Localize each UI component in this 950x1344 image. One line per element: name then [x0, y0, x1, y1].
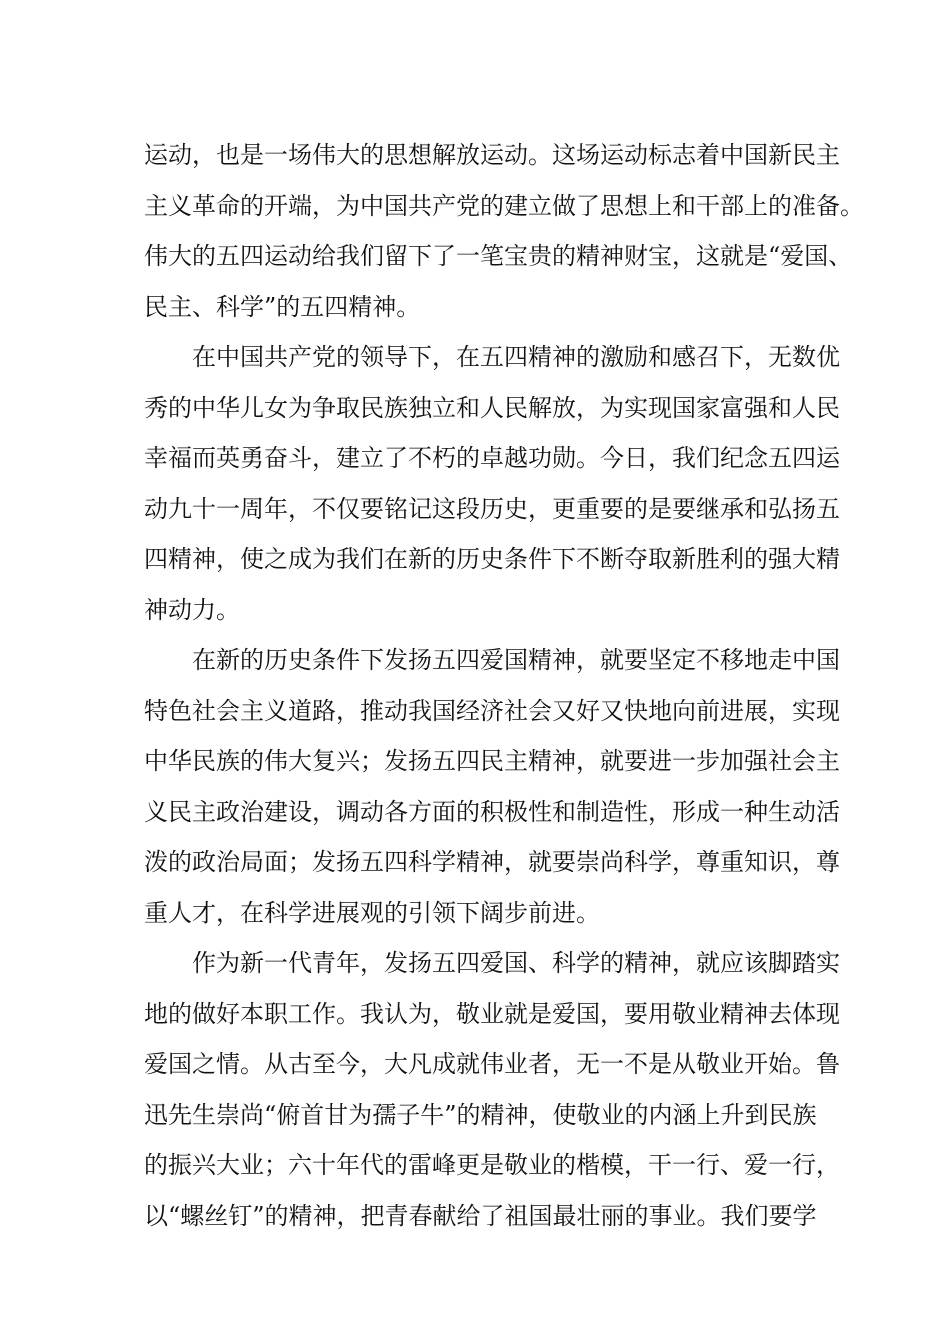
text-line: 神动力。: [144, 595, 240, 624]
text-line: 民主、科学”的五四精神。: [144, 292, 421, 321]
text-line: 中华民族的伟大复兴；发扬五四民主精神，就要进一步加强社会主: [144, 747, 840, 775]
document-body: [144, 130, 864, 1241]
text-line: 以“螺丝钉”的精神，把青春献给了祖国最壮丽的事业。我们要学: [144, 1201, 817, 1230]
text-line: 运动，也是一场伟大的思想解放运动。这场运动标志着中国新民主: [144, 141, 840, 169]
text-line: 重人才，在科学进展观的引领下阔步前进。: [144, 898, 600, 927]
text-line: 特色社会主义道路，推动我国经济社会又好又快地向前进展，实现: [144, 696, 840, 725]
text-line: 义民主政治建设，调动各方面的积极性和制造性，形成一种生动活: [144, 797, 840, 826]
text-line: 泼的政治局面；发扬五四科学精神，就要崇尚科学，尊重知识，尊: [144, 848, 840, 876]
text-line: 动九十一周年，不仅要铭记这段历史，更重要的是要继承和弘扬五: [144, 494, 840, 523]
text-line: 主义革命的开端，为中国共产党的建立做了思想上和干部上的准备。: [144, 191, 864, 220]
text-line: 伟大的五四运动给我们留下了一笔宝贵的精神财宝，这就是“爱国、: [144, 242, 853, 270]
paragraph-first-line: 在新的历史条件下发扬五四爱国精神，就要坚定不移地走中国: [192, 646, 840, 674]
text-line: 迅先生崇尚“俯首甘为孺子牛”的精神，使敬业的内涵上升到民族: [144, 1100, 817, 1129]
text-line: 幸福而英勇奋斗，建立了不朽的卓越功勋。今日，我们纪念五四运: [144, 444, 840, 472]
text-line: 爱国之情。从古至今，大凡成就伟业者，无一不是从敬业开始。鲁: [144, 1050, 840, 1078]
text-line: 地的做好本职工作。我认为，敬业就是爱国，要用敬业精神去体现: [144, 999, 840, 1028]
text-line: 秀的中华儿女为争取民族独立和人民解放，为实现国家富强和人民: [144, 393, 840, 422]
text-line: 四精神，使之成为我们在新的历史条件下不断夺取新胜利的强大精: [144, 545, 840, 573]
paragraph-first-line: 作为新一代青年，发扬五四爱国、科学的精神，就应该脚踏实: [192, 949, 840, 977]
text-line: 的振兴大业；六十年代的雷峰更是敬业的楷模，干一行、爱一行，: [144, 1151, 840, 1179]
paragraph-first-line: 在中国共产党的领导下，在五四精神的激励和感召下，无数优: [192, 343, 840, 371]
